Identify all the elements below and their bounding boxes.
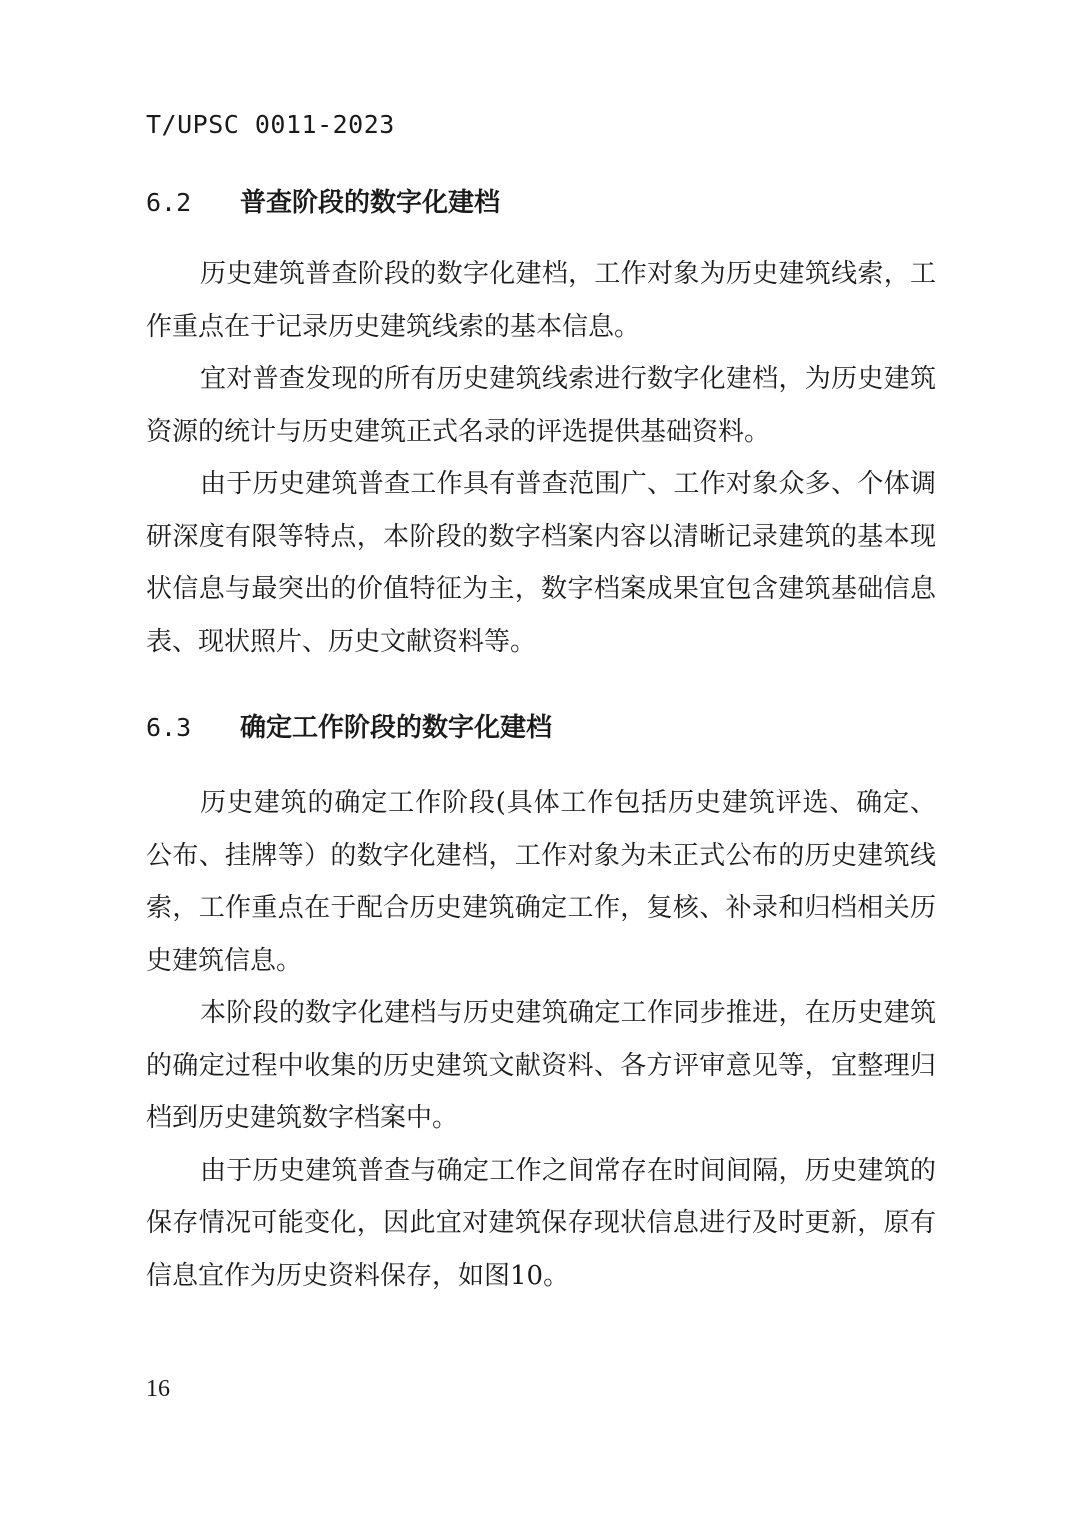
section-heading bbox=[146, 703, 946, 753]
paragraph: 历史建筑的确定工作阶段(具体工作包括历史建筑评选、确定、公布、挂牌等）的数字化建档，工作对象为未正式公布的历史建筑线索，工作重点在于配合历史建筑确定工作，复核、补录和归档相关历史建筑信息。 bbox=[146, 788, 936, 976]
section-6-3 bbox=[146, 703, 946, 1302]
section-heading bbox=[146, 178, 946, 228]
page-number: 16 bbox=[146, 1376, 170, 1402]
paragraph: 由于历史建筑普查与确定工作之间常存在时间间隔，历史建筑的保存情况可能变化，因此宜对建筑保存现状信息进行及时更新，原有信息宜作为历史资料保存，如图10。 bbox=[146, 1155, 936, 1291]
section-title: 确定工作阶段的数字化建档 bbox=[240, 713, 553, 743]
paragraph: 本阶段的数字化建档与历史建筑确定工作同步推进，在历史建筑的确定过程中收集的历史建筑文献资料、各方评审意见等，宜整理归档到历史建筑数字档案中。 bbox=[146, 998, 936, 1133]
paragraph: 由于历史建筑普查工作具有普查范围广、工作对象众多、个体调研深度有限等特点，本阶段的数字档案内容以清晰记录建筑的基本现状信息与最突出的价值特征为主，数字档案成果宜包含建筑基础信息表、现状照片、历史文献资料等。 bbox=[146, 469, 936, 657]
section-number: 6.2 bbox=[146, 188, 192, 217]
section-title: 普查阶段的数字化建档 bbox=[240, 188, 501, 218]
paragraph: 宜对普查发现的所有历史建筑线索进行数字化建档，为历史建筑资源的统计与历史建筑正式名录的评选提供基础资料。 bbox=[146, 364, 936, 447]
document-code: T/UPSC 0011-2023 bbox=[146, 110, 395, 139]
section-number: 6.3 bbox=[146, 713, 192, 742]
section-6-2 bbox=[146, 178, 946, 668]
paragraph: 历史建筑普查阶段的数字化建档，工作对象为历史建筑线索，工作重点在于记录历史建筑线索的基本信息。 bbox=[146, 259, 936, 342]
